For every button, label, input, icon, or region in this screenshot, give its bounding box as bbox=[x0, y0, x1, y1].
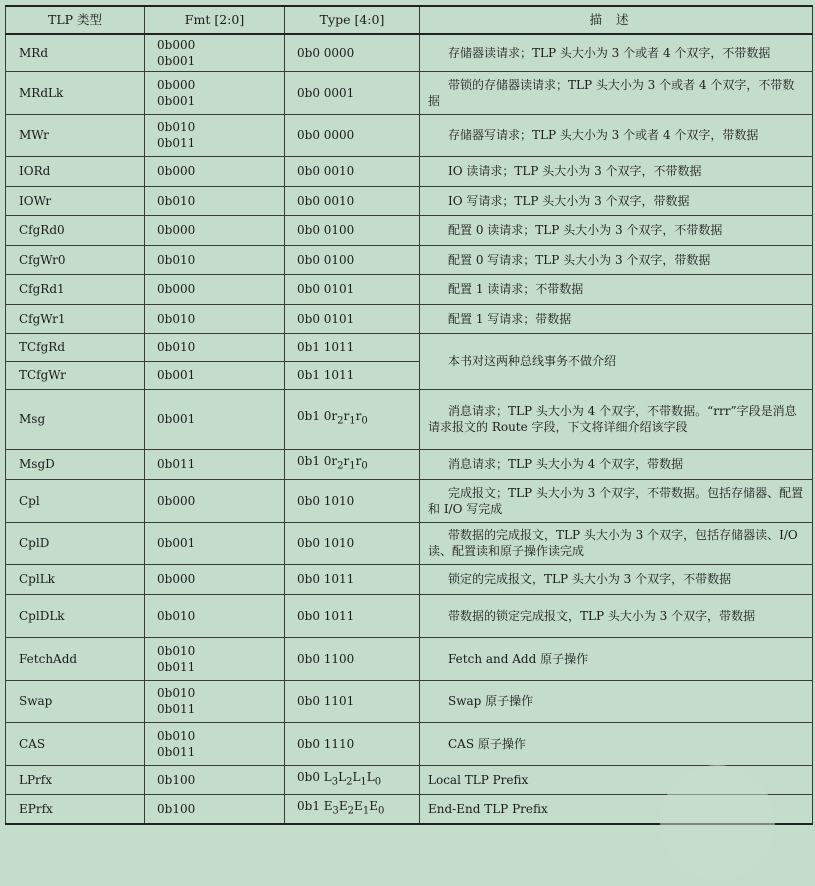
table-row bbox=[6, 156, 813, 186]
type-code-cell: 0b0 1110 bbox=[285, 722, 420, 765]
table-row bbox=[6, 215, 813, 245]
tlp-type-cell: CplD bbox=[6, 522, 145, 564]
table-row bbox=[6, 114, 813, 156]
fmt-value: 0b000 bbox=[157, 493, 196, 508]
fmt-value: 0b011 bbox=[157, 702, 196, 716]
table-row bbox=[6, 564, 813, 594]
subscript: 0 bbox=[374, 776, 382, 788]
fmt-value: 0b011 bbox=[157, 457, 196, 471]
fmt-cell bbox=[145, 449, 285, 479]
table-row bbox=[6, 479, 813, 522]
prefix-letter: E bbox=[338, 799, 348, 814]
route-letter: r bbox=[343, 409, 350, 424]
table-row bbox=[6, 722, 813, 765]
description-cell: 配置 0 读请求；TLP 头大小为 3 个双字，不带数据 bbox=[420, 215, 813, 245]
description-cell: 配置 1 写请求；带数据 bbox=[420, 304, 813, 333]
prefix-letter: L bbox=[352, 769, 361, 784]
tlp-type-cell: IORd bbox=[6, 156, 145, 186]
table-row bbox=[6, 794, 813, 824]
tlp-type-cell: CplLk bbox=[6, 564, 145, 594]
tlp-type-cell: FetchAdd bbox=[6, 637, 145, 680]
fmt-value: 0b010 bbox=[157, 311, 196, 326]
fmt-value: 0b010 bbox=[157, 643, 196, 658]
table-row bbox=[6, 449, 813, 479]
subscript: 3 bbox=[332, 805, 339, 817]
subscript: 0 bbox=[361, 415, 368, 427]
description-cell: 本书对这两种总线事务不做介绍 bbox=[420, 333, 813, 389]
fmt-cell bbox=[145, 794, 285, 824]
tlp-type-cell: MsgD bbox=[6, 449, 145, 479]
tlp-type-cell: Swap bbox=[6, 680, 145, 722]
table-row bbox=[6, 637, 813, 680]
tlp-type-cell: MWr bbox=[6, 114, 145, 156]
fmt-value: 0b001 bbox=[157, 412, 196, 426]
description-cell: End-End TLP Prefix bbox=[420, 794, 813, 824]
table-row bbox=[6, 186, 813, 215]
type-code-cell: 0b0 1011 bbox=[285, 564, 420, 594]
fmt-cell bbox=[145, 215, 285, 245]
fmt-value: 0b011 bbox=[157, 136, 196, 150]
description-cell: 存储器读请求；TLP 头大小为 3 个或者 4 个双字，不带数据 bbox=[420, 34, 813, 71]
fmt-cell bbox=[145, 71, 285, 114]
fmt-value: 0b100 bbox=[157, 801, 196, 816]
header-fmt: Fmt [2:0] bbox=[145, 6, 285, 34]
subscript: 0 bbox=[361, 460, 368, 472]
type-code-cell: 0b0 0101 bbox=[285, 304, 420, 333]
table-row bbox=[6, 680, 813, 722]
fmt-value: 0b000 bbox=[157, 572, 196, 586]
prefix-letter: L bbox=[338, 769, 347, 784]
tlp-type-cell: Msg bbox=[6, 389, 145, 449]
header-type-code: Type [4:0] bbox=[285, 6, 420, 34]
table-row bbox=[6, 594, 813, 637]
tlp-type-cell: TCfgWr bbox=[6, 361, 145, 389]
fmt-cell bbox=[145, 114, 285, 156]
fmt-cell bbox=[145, 333, 285, 361]
table-row bbox=[6, 274, 813, 304]
fmt-cell bbox=[145, 361, 285, 389]
description-cell: 带数据的完成报文，TLP 头大小为 3 个双字，包括存储器读、I/O 读、配置读和原子操作读完成 bbox=[420, 522, 813, 564]
table-row bbox=[6, 389, 813, 449]
fmt-cell bbox=[145, 34, 285, 71]
fmt-value: 0b010 bbox=[157, 252, 196, 267]
type-code-cell: 0b0 1101 bbox=[285, 680, 420, 722]
description-cell: 消息请求；TLP 头大小为 4 个双字，带数据 bbox=[420, 449, 813, 479]
type-code-main: 0b0 bbox=[297, 769, 324, 784]
prefix-letter: E bbox=[354, 799, 363, 814]
tlp-type-cell: CfgWr1 bbox=[6, 304, 145, 333]
description-cell: 带数据的锁定完成报文，TLP 头大小为 3 个双字，带数据 bbox=[420, 594, 813, 637]
fmt-value: 0b010 bbox=[157, 340, 196, 354]
type-code-cell bbox=[285, 449, 420, 479]
table-row bbox=[6, 765, 813, 794]
subscript: 2 bbox=[337, 460, 344, 472]
tlp-type-cell: CplDLk bbox=[6, 594, 145, 637]
subscript: 2 bbox=[337, 415, 344, 427]
description-cell: 带锁的存储器读请求；TLP 头大小为 3 个或者 4 个双字，不带数据 bbox=[420, 71, 813, 114]
route-letter: r bbox=[355, 409, 362, 424]
fmt-cell bbox=[145, 722, 285, 765]
type-code-main: 0b1 0r bbox=[297, 454, 338, 469]
table-row bbox=[6, 71, 813, 114]
fmt-value: 0b011 bbox=[157, 659, 196, 674]
fmt-cell bbox=[145, 304, 285, 333]
description-cell: Swap 原子操作 bbox=[420, 680, 813, 722]
fmt-cell bbox=[145, 522, 285, 564]
fmt-value: 0b010 bbox=[157, 686, 196, 700]
type-code-cell: 0b0 1010 bbox=[285, 522, 420, 564]
subscript: 2 bbox=[346, 776, 353, 788]
table-row bbox=[6, 304, 813, 333]
type-code-cell: 0b0 1011 bbox=[285, 594, 420, 637]
fmt-cell bbox=[145, 245, 285, 274]
fmt-value: 0b010 bbox=[157, 728, 196, 743]
fmt-cell bbox=[145, 186, 285, 215]
fmt-value: 0b000 bbox=[157, 77, 196, 92]
fmt-cell bbox=[145, 564, 285, 594]
subscript: 1 bbox=[349, 460, 356, 472]
tlp-type-cell: MRdLk bbox=[6, 71, 145, 114]
tlp-type-cell: Cpl bbox=[6, 479, 145, 522]
fmt-value: 0b001 bbox=[157, 368, 196, 382]
type-code-cell: 0b0 0100 bbox=[285, 245, 420, 274]
route-letter: r bbox=[343, 454, 350, 469]
fmt-value: 0b001 bbox=[157, 53, 196, 68]
fmt-value: 0b001 bbox=[157, 536, 196, 550]
fmt-value: 0b001 bbox=[157, 93, 196, 108]
fmt-value: 0b010 bbox=[157, 608, 196, 623]
header-tlp-type: TLP 类型 bbox=[6, 6, 145, 34]
tlp-type-cell: LPrfx bbox=[6, 765, 145, 794]
fmt-value: 0b000 bbox=[157, 37, 196, 52]
tlp-type-table bbox=[5, 5, 813, 825]
subscript: 2 bbox=[347, 805, 355, 817]
route-letter: r bbox=[355, 454, 362, 469]
description-cell: 消息请求；TLP 头大小为 4 个双字，不带数据。“rrr”字段是消息请求报文的 Route 字段，下文将详细介绍该字段 bbox=[420, 389, 813, 449]
subscript: 1 bbox=[349, 415, 356, 427]
tlp-type-cell: CAS bbox=[6, 722, 145, 765]
prefix-letter: E bbox=[369, 799, 378, 814]
description-cell: CAS 原子操作 bbox=[420, 722, 813, 765]
prefix-letter: L bbox=[366, 769, 375, 784]
fmt-value: 0b010 bbox=[157, 193, 196, 208]
description-cell: 完成报文；TLP 头大小为 3 个双字，不带数据。包括存储器、配置和 I/O 写完成 bbox=[420, 479, 813, 522]
description-cell: 存储器写请求；TLP 头大小为 3 个或者 4 个双字，带数据 bbox=[420, 114, 813, 156]
type-code-cell: 0b0 0100 bbox=[285, 215, 420, 245]
type-code-cell: 0b0 0010 bbox=[285, 186, 420, 215]
description-cell: Fetch and Add 原子操作 bbox=[420, 637, 813, 680]
tlp-type-cell: CfgRd0 bbox=[6, 215, 145, 245]
fmt-value: 0b011 bbox=[157, 744, 196, 759]
type-code-cell: 0b0 1100 bbox=[285, 637, 420, 680]
fmt-cell bbox=[145, 637, 285, 680]
type-code-cell bbox=[285, 765, 420, 794]
description-cell: IO 写请求；TLP 头大小为 3 个双字，带数据 bbox=[420, 186, 813, 215]
tlp-type-cell: MRd bbox=[6, 34, 145, 71]
fmt-cell bbox=[145, 479, 285, 522]
header-description: 描述 bbox=[420, 6, 813, 34]
fmt-cell bbox=[145, 156, 285, 186]
description-cell: Local TLP Prefix bbox=[420, 765, 813, 794]
fmt-cell bbox=[145, 680, 285, 722]
type-code-cell bbox=[285, 389, 420, 449]
description-cell: 锁定的完成报文，TLP 头大小为 3 个双字，不带数据 bbox=[420, 564, 813, 594]
fmt-cell bbox=[145, 389, 285, 449]
tlp-type-cell: CfgRd1 bbox=[6, 274, 145, 304]
table-row bbox=[6, 522, 813, 564]
fmt-value: 0b010 bbox=[157, 120, 196, 134]
type-code-cell: 0b0 0001 bbox=[285, 71, 420, 114]
table-row bbox=[6, 333, 813, 361]
tlp-type-cell: TCfgRd bbox=[6, 333, 145, 361]
fmt-cell bbox=[145, 274, 285, 304]
fmt-value: 0b000 bbox=[157, 282, 196, 296]
tlp-type-cell: EPrfx bbox=[6, 794, 145, 824]
subscript: 1 bbox=[360, 776, 367, 788]
type-code-cell: 0b0 0010 bbox=[285, 156, 420, 186]
table-header-row bbox=[6, 6, 813, 34]
type-code-cell: 0b1 1011 bbox=[285, 361, 420, 389]
subscript: 3 bbox=[331, 776, 339, 788]
description-cell: 配置 1 读请求；不带数据 bbox=[420, 274, 813, 304]
tlp-type-cell: CfgWr0 bbox=[6, 245, 145, 274]
type-code-cell: 0b0 1010 bbox=[285, 479, 420, 522]
type-code-cell bbox=[285, 794, 420, 824]
fmt-cell bbox=[145, 594, 285, 637]
description-cell: IO 读请求；TLP 头大小为 3 个双字，不带数据 bbox=[420, 156, 813, 186]
prefix-letter: E bbox=[323, 799, 333, 814]
fmt-cell bbox=[145, 765, 285, 794]
type-code-cell: 0b0 0000 bbox=[285, 114, 420, 156]
subscript: 1 bbox=[362, 805, 370, 817]
fmt-value: 0b100 bbox=[157, 772, 196, 787]
tlp-type-cell: IOWr bbox=[6, 186, 145, 215]
table-row bbox=[6, 245, 813, 274]
type-code-main: 0b1 0r bbox=[297, 409, 338, 424]
prefix-letter: L bbox=[323, 769, 332, 784]
table-row bbox=[6, 34, 813, 71]
fmt-value: 0b000 bbox=[157, 223, 196, 237]
type-code-cell: 0b0 0101 bbox=[285, 274, 420, 304]
subscript: 0 bbox=[377, 805, 385, 817]
type-code-cell: 0b1 1011 bbox=[285, 333, 420, 361]
type-code-cell: 0b0 0000 bbox=[285, 34, 420, 71]
type-code-main: 0b1 bbox=[297, 799, 324, 814]
description-cell: 配置 0 写请求；TLP 头大小为 3 个双字，带数据 bbox=[420, 245, 813, 274]
fmt-value: 0b000 bbox=[157, 164, 196, 178]
